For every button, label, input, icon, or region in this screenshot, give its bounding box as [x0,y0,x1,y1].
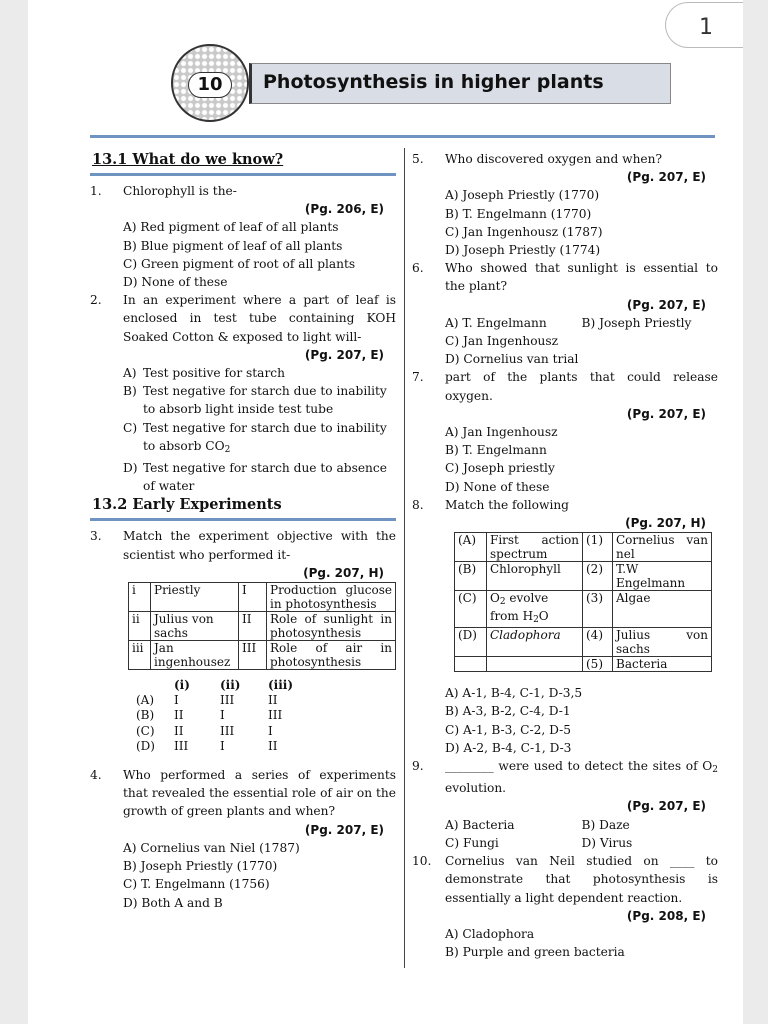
page-reference: (Pg. 207, E) [626,297,706,312]
match-table [128,582,396,670]
question-number: 6. [412,261,424,276]
question-text: Who showed that sunlight is essential to the plant? [445,261,718,294]
match-table [454,532,712,672]
question-9 [412,757,718,797]
page-reference: (Pg. 207, H) [303,565,384,580]
option: C) Joseph priestly [445,461,555,476]
option: B) Joseph Priestly (1770) [123,859,278,874]
page-reference: (Pg. 207, E) [626,406,706,421]
option: B) Blue pigment of leaf of all plants [123,238,343,253]
option: A) A-1, B-4, C-1, D-3,5 [445,686,583,701]
question-text: Who discovered oxygen and when? [445,152,663,166]
option: A) Red pigment of leaf of all plants [123,220,339,235]
right-column [412,150,718,961]
question-number: 5. [412,152,424,166]
option: D) None of these [123,275,228,290]
question-text: Cornelius van Neil studied on ____ to demonstrate that photosynthesis is essentially a light dependent reaction. [445,854,719,905]
table-row: (A) First action spectrum (1) Cornelius van nel [455,533,712,562]
section-rule [90,518,396,521]
option: B) T. Engelmann [445,443,547,458]
question-number: 3. [90,529,102,544]
question-number: 10. [412,854,432,869]
table-row: iii Jan ingenhousez III Role of air in photosynthesis [129,641,396,670]
question-10 [412,852,718,907]
question-number: 9. [412,759,424,774]
option: B) T. Engelmann (1770) [445,206,592,221]
option: A) Test positive for starch [123,366,285,381]
option: D) Both A and B [123,895,223,910]
question-7 [412,368,718,404]
option: C) Jan Ingenhousz (1787) [445,224,603,239]
section-rule [90,173,396,176]
question-number: 7. [412,370,424,385]
question-8 [412,496,718,514]
question-2 [90,291,396,346]
option: A) Cladophora [445,926,535,941]
table-row: (B) Chlorophyll (2) T.W Engelmann [455,562,712,591]
question-number: 4. [90,768,102,783]
option: C) T. Engelmann (1756) [123,877,270,892]
chapter-number: 10 [188,72,232,98]
option-row [412,314,718,332]
option: D) Virus [581,835,633,850]
page-reference: (Pg. 207, H) [625,516,706,531]
page-reference: (Pg. 207, E) [626,799,706,814]
option: C) A-1, B-3, C-2, D-5 [445,722,571,737]
page-number: 1 [665,2,743,48]
page-reference: (Pg. 206, E) [304,202,384,217]
question-text: part of the plants that could release oxygen. [445,370,718,403]
option: B) Test negative for starch due to inability to absorb light inside test tube [123,384,387,417]
option: B) A-3, B-2, C-4, D-1 [445,704,571,719]
option: D) Test negative for starch due to absence of water [123,461,387,494]
option: D) Joseph Priestly (1774) [445,243,601,258]
header-rule [90,135,715,138]
option-row [412,834,718,852]
question-text: ________ were used to detect the sites of $O_2$ evolution. [445,759,718,796]
table-row: i Priestly I Production glucose in photosynthesis [129,583,396,612]
question-number: 1. [90,184,102,198]
page-reference: (Pg. 207, E) [304,347,384,362]
answer-grid: (i) (ii) (iii) (A) I III II (B) II I III (C) II III I (D) III I II [136,678,294,753]
table-row: (D) Cladophora (4) Julius von sachs [455,628,712,657]
option: A) Joseph Priestly (1770) [445,188,600,203]
question-text: Match the following [445,497,569,512]
option: B) Purple and green bacteria [445,945,625,960]
column-divider [404,148,405,968]
chapter-title: Photosynthesis in higher plants [249,63,671,104]
question-number: 2. [90,293,102,308]
option: C) Fungi [445,835,499,850]
option: C) Test negative for starch due to inability to absorb $CO_2$ [123,420,387,455]
question-5 [412,150,718,168]
option: A) T. Engelmann [445,315,547,330]
page-reference: (Pg. 207, E) [626,170,706,185]
table-row: (5) Bacteria [455,657,712,672]
question-4 [90,766,396,821]
option: D) None of these [445,479,550,494]
table-row: (C) $O_2$ evolve from $H_2O$ (3) Algae [455,591,712,628]
option: C) Green pigment of root of all plants [123,256,356,271]
option: B) Joseph Priestly [581,315,692,330]
question-text: Chlorophyll is the- [123,184,237,198]
option: A) Bacteria [445,817,515,832]
table-row: ii Julius von sachs II Role of sunlight in photosynthesis [129,612,396,641]
page-reference: (Pg. 208, E) [626,908,706,923]
page-reference: (Pg. 207, E) [304,822,384,837]
question-3 [90,527,396,563]
question-text: In an experiment where a part of leaf is enclosed in test tube containing KOH Soaked Cotton & exposed to light will- [123,293,396,344]
option: D) Cornelius van trial [445,352,579,367]
option: A) Cornelius van Niel (1787) [123,840,300,855]
question-text: Match the experiment objective with the scientist who performed it- [123,529,396,562]
chapter-number-badge [171,44,249,122]
question-6 [412,259,718,295]
option: D) A-2, B-4, C-1, D-3 [445,740,572,755]
question-1 [90,182,396,200]
question-text: Who performed a series of experiments that revealed the essential role of air on the growth of green plants and when? [123,768,396,819]
question-number: 8. [412,497,424,512]
option: B) Daze [581,817,630,832]
left-column [90,150,396,912]
option-row [412,816,718,834]
option: A) Jan Ingenhousz [445,425,558,440]
formula-cell: $O_2$ evolve from $H_2O$ [487,591,583,628]
option: C) Jan Ingenhousz [445,334,559,349]
section-heading: 13.2 Early Experiments [92,496,282,514]
section-heading: 13.1 What do we know? [92,151,284,168]
